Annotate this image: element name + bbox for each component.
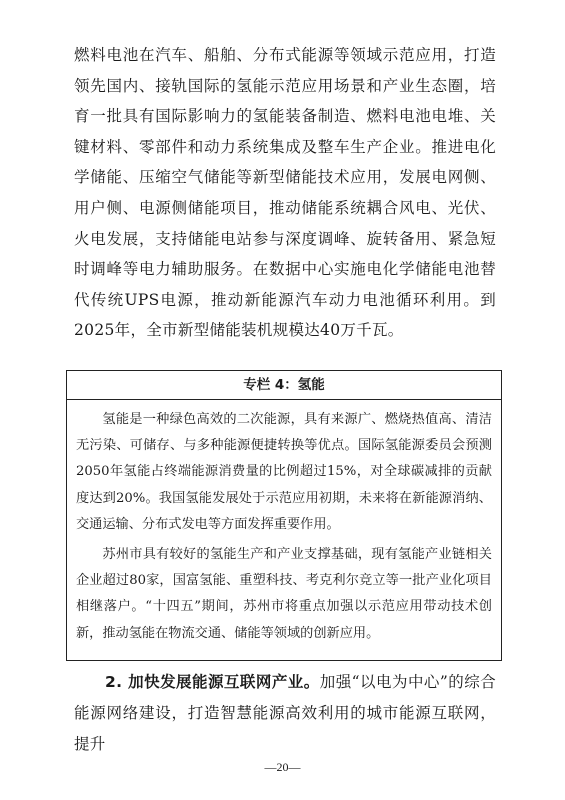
sidebar-box-hydrogen — [66, 370, 502, 661]
section-body: 加强“以电为中心”的综合能源网络建设，打造智慧能源高效利用的城市能源互联网，提升 — [74, 673, 497, 753]
sidebar-box-title: 专栏 4：氢能 — [67, 371, 501, 400]
section-paragraph — [74, 667, 496, 760]
sidebar-box-paragraph: 苏州市具有较好的氢能生产和产业支撑基础，现有氢能产业链相关企业超过80家，国富氢能、重塑科技、考克利尔竞立等一批产业化项目相继落户。“十四五”期间，苏州市将重点加强以示范应用带动技术创新，推动氢能在物流交通、储能等领域的创新应用。 — [76, 547, 492, 641]
body-paragraph: 燃料电池在汽车、船舶、分布式能源等领域示范应用，打造领先国内、接轨国际的氢能示范应用场景和产业生态圈，培育一批具有国际影响力的氢能装备制造、燃料电池电堆、关键材料、零部件和动力系统集成及整车生产企业。推进电化学储能、压缩空气储能等新型储能技术应用，发展电网侧、用户侧、电源侧储能项目，推动储能系统耦合风电、光伏、火电发展，支持储能电站参与深度调峰、旋转备用、紧急短时调峰等电力辅助服务。在数据中心实施电化学储能电池替代传统UPS电源，推动新能源汽车动力电池循环利用。到2025年，全市新型储能装机规模达40万千瓦。 — [74, 46, 496, 340]
body-text — [74, 40, 496, 346]
section-text — [74, 667, 496, 760]
page-number: —20— — [264, 760, 301, 774]
section-heading: 2. 加快发展能源互联网产业。 — [105, 673, 320, 691]
sidebar-box-paragraph: 氢能是一种绿色高效的二次能源，具有来源广、燃烧热值高、清洁无污染、可储存、与多种能源便捷转换等优点。国际氢能源委员会预测2050年氢能占终端能源消费量的比例超过15%，对全球碳减排的贡献度达到20%。我国氢能发展处于示范应用初期，未来将在新能源消纳、交通运输、分布式发电等方面发挥重要作用。 — [76, 412, 492, 532]
sidebar-box-body — [67, 400, 501, 647]
